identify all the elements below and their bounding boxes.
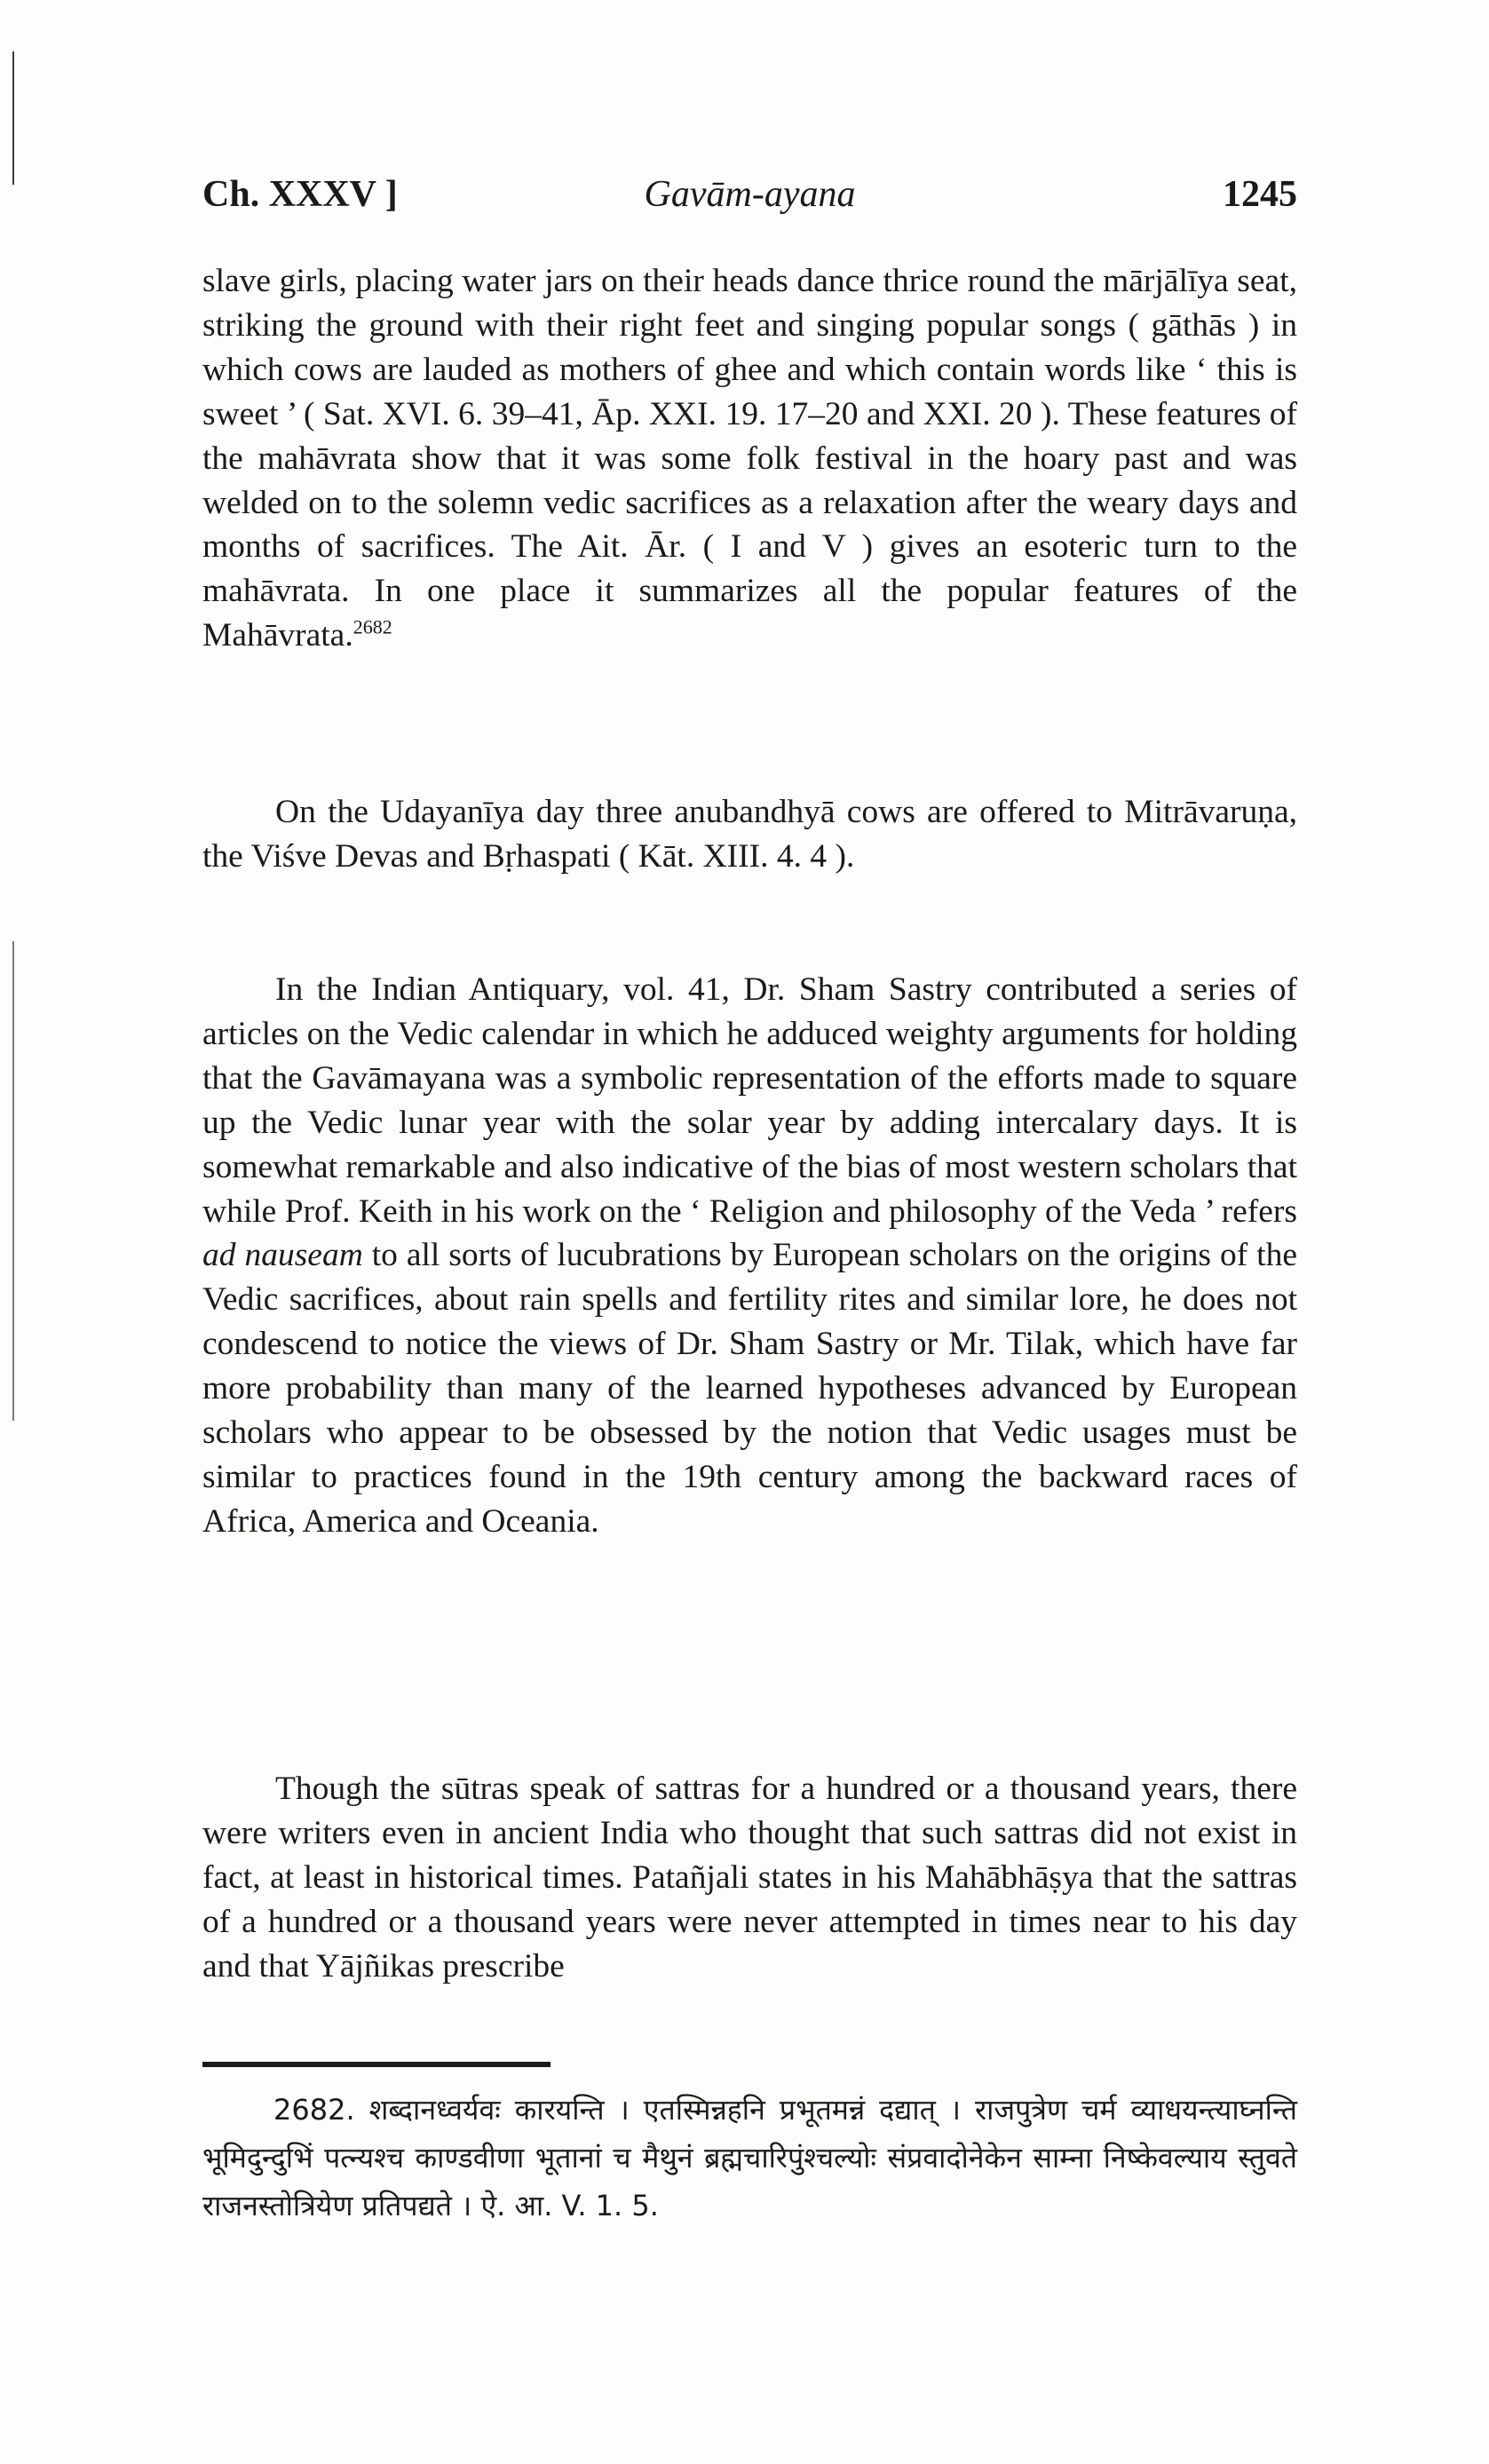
page-number: 1245 [1223,174,1297,215]
paragraph-1 [202,259,1297,658]
footnote-reference: 2682 [352,615,392,638]
footnote-number: 2682. [273,2093,355,2127]
paragraph-3-text-start: In the Indian Antiquary, vol. 41, Dr. Sham Sastry contributed a series of articles on the Vedic calendar in which he adduced weighty arguments for holding that the Gavāmayana was a symbolic representation of the efforts made to square up the Vedic lunar year with the solar year by adding intercalary days. It is somewhat remarkable and also indicative of the bias of most western scholars that while Prof. Keith in his work on the ‘ Religion and philosophy of the Veda ’ refers [202,971,1297,1230]
italic-phrase: ad nauseam [202,1237,363,1274]
paragraph-3-text-end: to all sorts of lucubrations by European scholars on the origins of the Vedic sacrifices, about rain spells and fertility rites and similar lore, he does not condescend to notice the views of Dr. Sham Sastry or Mr. Tilak, which have far more probability than many of the learned hypotheses advanced by European scholars who appear to be obsessed by the notion that Vedic usages must be similar to practices found in the 19th century among the backward races of Africa, America and Oceania. [202,1237,1297,1540]
paragraph-1-text: slave girls, placing water jars on their heads dance thrice round the mārjālīya seat, striking the ground with their right feet and singing popular songs ( gāthās ) in which cows are lauded as mothers of ghee and which contain words like ‘ this is sweet ’ ( Sat. XVI. 6. 39–41, Āp. XXI. 19. 17–20 and XXI. 20 ). These features of the mahāvrata show that it was some folk festival in the hoary past and was welded on to the solemn vedic sacrifices as a relaxation after the weary days and months of sacrifices. The Ait. Ār. ( I and V ) gives an esoteric turn to the mahāvrata. In one place it summarizes all the popular features of the Mahāvrata. [202,263,1297,654]
scan-edge-shadow [12,941,14,1421]
chapter-label: Ch. XXXV ] [202,174,398,215]
paragraph-2: On the Udayanīya day three anubandhyā cows are offered to Mitrāvaruṇa, the Viśve Devas and Bṛhaspati ( Kāt. XIII. 4. 4 ). [202,794,1297,875]
running-header [202,173,1297,226]
footnote [202,2086,1297,2230]
paragraph-3 [202,968,1297,1544]
running-title: Gavām-ayana [644,174,856,215]
paragraph-4: Though the sūtras speak of sattras for a hundred or a thousand years, there were writers even in ancient India who thought that such sattras did not exist in fact, at least in historical times. Patañjali states in his Mahābhāṣya that the sattras of a hundred or a thousand years were never attempted in times near to his day and that Yājñikas prescribe [202,1771,1297,1985]
footnote-divider [202,2062,550,2067]
scan-edge-shadow [12,51,14,185]
footnote-text: शब्दानध्वर्यवः कारयन्ति । एतस्मिन्नहनि प्रभूतमन्नं दद्यात् । राजपुत्रेण चर्म व्याधयन्त्याघ्नन्ति भूमिदुन्दुभिं पत्न्यश्च काण्डवीणा भूतानां च मैथुनं ब्रह्मचारिपुंश्चल्योः संप्रवादोनेकेन साम्ना निष्केवल्याय स्तुवते राजनस्तोत्रियेण प्रतिपद्यते । ऐ. आ. V. 1. 5. [202,2093,1297,2222]
